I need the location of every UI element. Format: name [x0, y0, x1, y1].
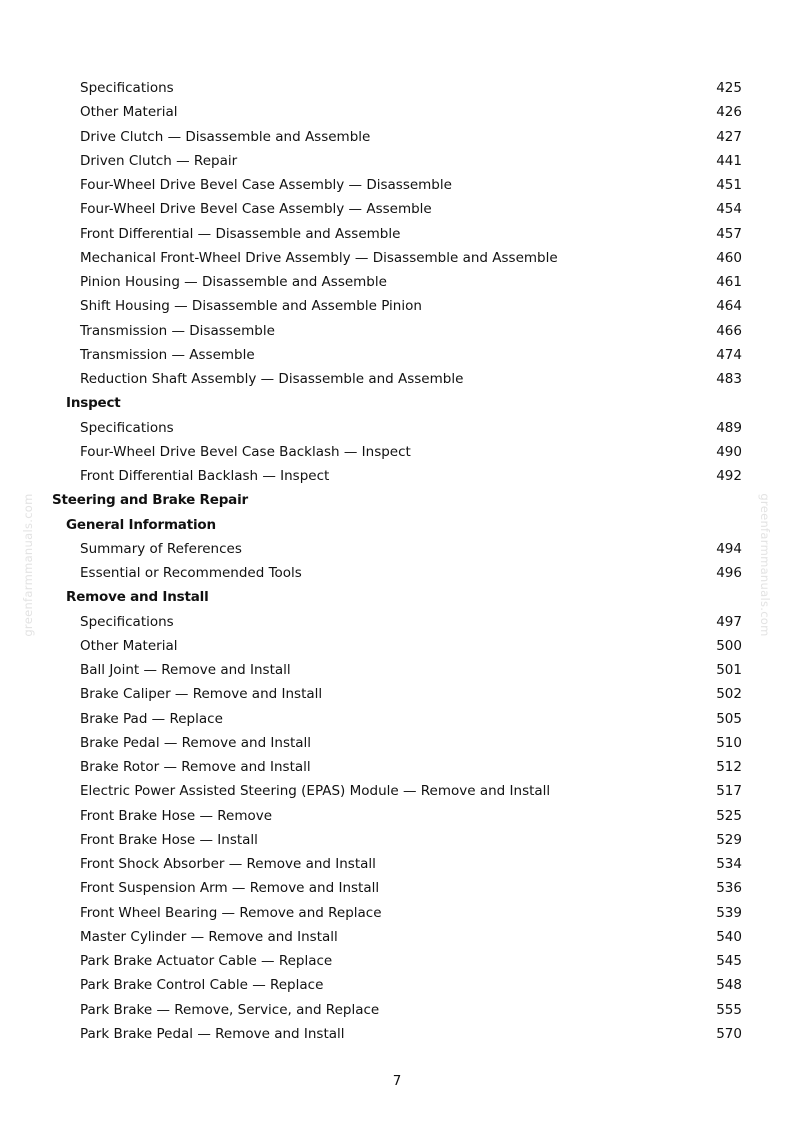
- toc-entry[interactable]: [0, 1022, 794, 1046]
- toc-entry-title: Specifications: [80, 613, 174, 630]
- toc-entry-title: Front Brake Hose — Install: [80, 831, 258, 848]
- toc-entry-page: 570: [716, 1025, 742, 1042]
- toc-entry-title: Four-Wheel Drive Bevel Case Backlash — Inspect: [80, 443, 411, 460]
- toc-entry-title: Master Cylinder — Remove and Install: [80, 928, 338, 945]
- toc-entry[interactable]: [0, 197, 794, 221]
- toc-entry[interactable]: [0, 755, 794, 779]
- toc-entry-page: 497: [716, 613, 742, 630]
- toc-entry[interactable]: [0, 125, 794, 149]
- toc-entry[interactable]: [0, 343, 794, 367]
- toc-entry[interactable]: [0, 634, 794, 658]
- toc-entry-page: 512: [716, 759, 742, 775]
- toc-entry-title: Ball Joint — Remove and Install: [80, 662, 291, 678]
- toc-entry[interactable]: [0, 658, 794, 682]
- toc-entry[interactable]: [0, 682, 794, 706]
- toc-entry[interactable]: [0, 828, 794, 852]
- toc-entry-page: 454: [716, 201, 742, 218]
- toc-entry-title: Brake Pedal — Remove and Install: [80, 734, 312, 751]
- toc-entry-page: 502: [716, 686, 742, 703]
- toc-entry-title: Specifications: [80, 80, 174, 96]
- toc-entry-page: 534: [716, 856, 742, 872]
- toc-entry-page: 525: [716, 807, 742, 824]
- toc-entry-title: Front Suspension Arm — Remove and Install: [80, 880, 380, 897]
- toc-entry-page: 492: [716, 468, 742, 484]
- toc-entry-title: Four-Wheel Drive Bevel Case Assembly — Assemble: [80, 201, 432, 218]
- watermark-right: greenfarmmanuals.com: [758, 493, 772, 637]
- toc-entry-title: General Information: [66, 516, 216, 533]
- toc-entry-title: Steering and Brake Repair: [52, 492, 248, 509]
- toc-entry-title: Front Shock Absorber — Remove and Install: [80, 856, 376, 872]
- toc-entry[interactable]: [0, 294, 794, 318]
- toc-entry-page: 540: [716, 928, 742, 945]
- toc-entry-page: 466: [716, 322, 742, 339]
- toc-entry-page: 555: [716, 1001, 742, 1018]
- toc-entry-page: 425: [716, 80, 742, 96]
- toc-entry-title: Mechanical Front-Wheel Drive Assembly — Disassemble and Assemble: [80, 249, 558, 266]
- toc-entry-title: Front Wheel Bearing — Remove and Replace: [80, 904, 382, 921]
- toc-entry[interactable]: [0, 149, 794, 173]
- toc-entry-title: Driven Clutch — Repair: [80, 152, 238, 169]
- toc-entry[interactable]: [0, 246, 794, 270]
- toc-entry[interactable]: [0, 779, 794, 803]
- toc-entry[interactable]: [0, 76, 794, 100]
- table-of-contents: [0, 76, 794, 1046]
- toc-entry[interactable]: [0, 925, 794, 949]
- toc-entry-page: 427: [716, 128, 742, 145]
- toc-entry-title: Other Material: [80, 104, 178, 121]
- toc-entry-page: 548: [716, 977, 742, 994]
- toc-entry-page: 545: [716, 953, 742, 969]
- toc-entry-title: Park Brake — Remove, Service, and Replace: [80, 1001, 380, 1018]
- toc-subsection-heading: [0, 585, 794, 609]
- toc-entry-title: Brake Caliper — Remove and Install: [80, 686, 323, 703]
- toc-entry-title: Other Material: [80, 637, 178, 654]
- toc-entry-title: Park Brake Control Cable — Replace: [80, 977, 324, 994]
- toc-entry-page: 461: [716, 274, 742, 290]
- toc-entry[interactable]: [0, 876, 794, 900]
- toc-entry-page: 501: [716, 662, 742, 678]
- toc-entry-title: Brake Pad — Replace: [80, 710, 223, 727]
- toc-entry-title: Park Brake Pedal — Remove and Install: [80, 1025, 345, 1042]
- toc-section-heading: [0, 488, 794, 512]
- toc-entry-title: Electric Power Assisted Steering (EPAS) Module — Remove and Install: [80, 783, 551, 800]
- watermark-left: greenfarmmanuals.com: [21, 493, 35, 637]
- toc-entry-title: Pinion Housing — Disassemble and Assemble: [80, 274, 387, 290]
- toc-entry-title: Park Brake Actuator Cable — Replace: [80, 953, 333, 969]
- toc-entry-title: Transmission — Disassemble: [80, 322, 275, 339]
- toc-entry-title: Front Differential Backlash — Inspect: [80, 468, 330, 484]
- toc-entry[interactable]: [0, 949, 794, 973]
- toc-entry-title: Remove and Install: [66, 589, 209, 606]
- toc-entry[interactable]: [0, 464, 794, 488]
- toc-entry-page: 505: [716, 710, 742, 727]
- toc-entry-page: 457: [716, 225, 742, 242]
- toc-entry-title: Brake Rotor — Remove and Install: [80, 759, 311, 775]
- toc-entry-page: 529: [716, 831, 742, 848]
- toc-entry-title: Specifications: [80, 419, 174, 436]
- toc-entry-page: 539: [716, 904, 742, 921]
- toc-entry[interactable]: [0, 319, 794, 343]
- toc-entry-page: 510: [716, 734, 742, 751]
- toc-entry[interactable]: [0, 561, 794, 585]
- toc-entry-page: 464: [716, 298, 742, 315]
- toc-entry[interactable]: [0, 100, 794, 124]
- toc-entry[interactable]: [0, 731, 794, 755]
- toc-entry[interactable]: [0, 852, 794, 876]
- toc-entry-page: 489: [716, 419, 742, 436]
- toc-entry[interactable]: [0, 222, 794, 246]
- toc-entry-title: Four-Wheel Drive Bevel Case Assembly — Disassemble: [80, 177, 452, 193]
- toc-entry-title: Reduction Shaft Assembly — Disassemble and Assemble: [80, 371, 464, 387]
- toc-entry-title: Front Brake Hose — Remove: [80, 807, 273, 824]
- toc-entry[interactable]: [0, 440, 794, 464]
- toc-entry[interactable]: [0, 610, 794, 634]
- toc-entry-page: 517: [716, 783, 742, 800]
- toc-entry-page: 441: [716, 152, 742, 169]
- toc-entry-page: 426: [716, 104, 742, 121]
- toc-subsection-heading: [0, 513, 794, 537]
- toc-entry[interactable]: [0, 173, 794, 197]
- toc-entry-title: Drive Clutch — Disassemble and Assemble: [80, 128, 371, 145]
- toc-entry[interactable]: [0, 901, 794, 925]
- toc-entry[interactable]: [0, 270, 794, 294]
- toc-entry-title: Essential or Recommended Tools: [80, 565, 302, 581]
- toc-entry-page: 496: [716, 565, 742, 581]
- toc-entry-title: Transmission — Assemble: [80, 346, 255, 363]
- toc-entry-title: Shift Housing — Disassemble and Assemble Pinion: [80, 298, 422, 315]
- toc-entry-page: 483: [716, 371, 742, 387]
- toc-entry-page: 490: [716, 443, 742, 460]
- toc-entry[interactable]: [0, 416, 794, 440]
- toc-entry[interactable]: [0, 707, 794, 731]
- toc-entry-page: 494: [716, 540, 742, 557]
- toc-entry-page: 460: [716, 249, 742, 266]
- toc-entry[interactable]: [0, 367, 794, 391]
- toc-entry-title: Summary of References: [80, 540, 242, 557]
- toc-entry-page: 474: [716, 346, 742, 363]
- toc-entry-title: Inspect: [66, 395, 121, 412]
- toc-entry[interactable]: [0, 998, 794, 1022]
- toc-entry[interactable]: [0, 804, 794, 828]
- toc-entry-page: 536: [716, 880, 742, 897]
- toc-subsection-heading: [0, 391, 794, 415]
- toc-entry-page: 500: [716, 637, 742, 654]
- toc-entry-page: 451: [716, 177, 742, 193]
- toc-entry-title: Front Differential — Disassemble and Assemble: [80, 225, 401, 242]
- page-number: 7: [392, 1073, 402, 1089]
- toc-entry[interactable]: [0, 973, 794, 997]
- toc-entry[interactable]: [0, 537, 794, 561]
